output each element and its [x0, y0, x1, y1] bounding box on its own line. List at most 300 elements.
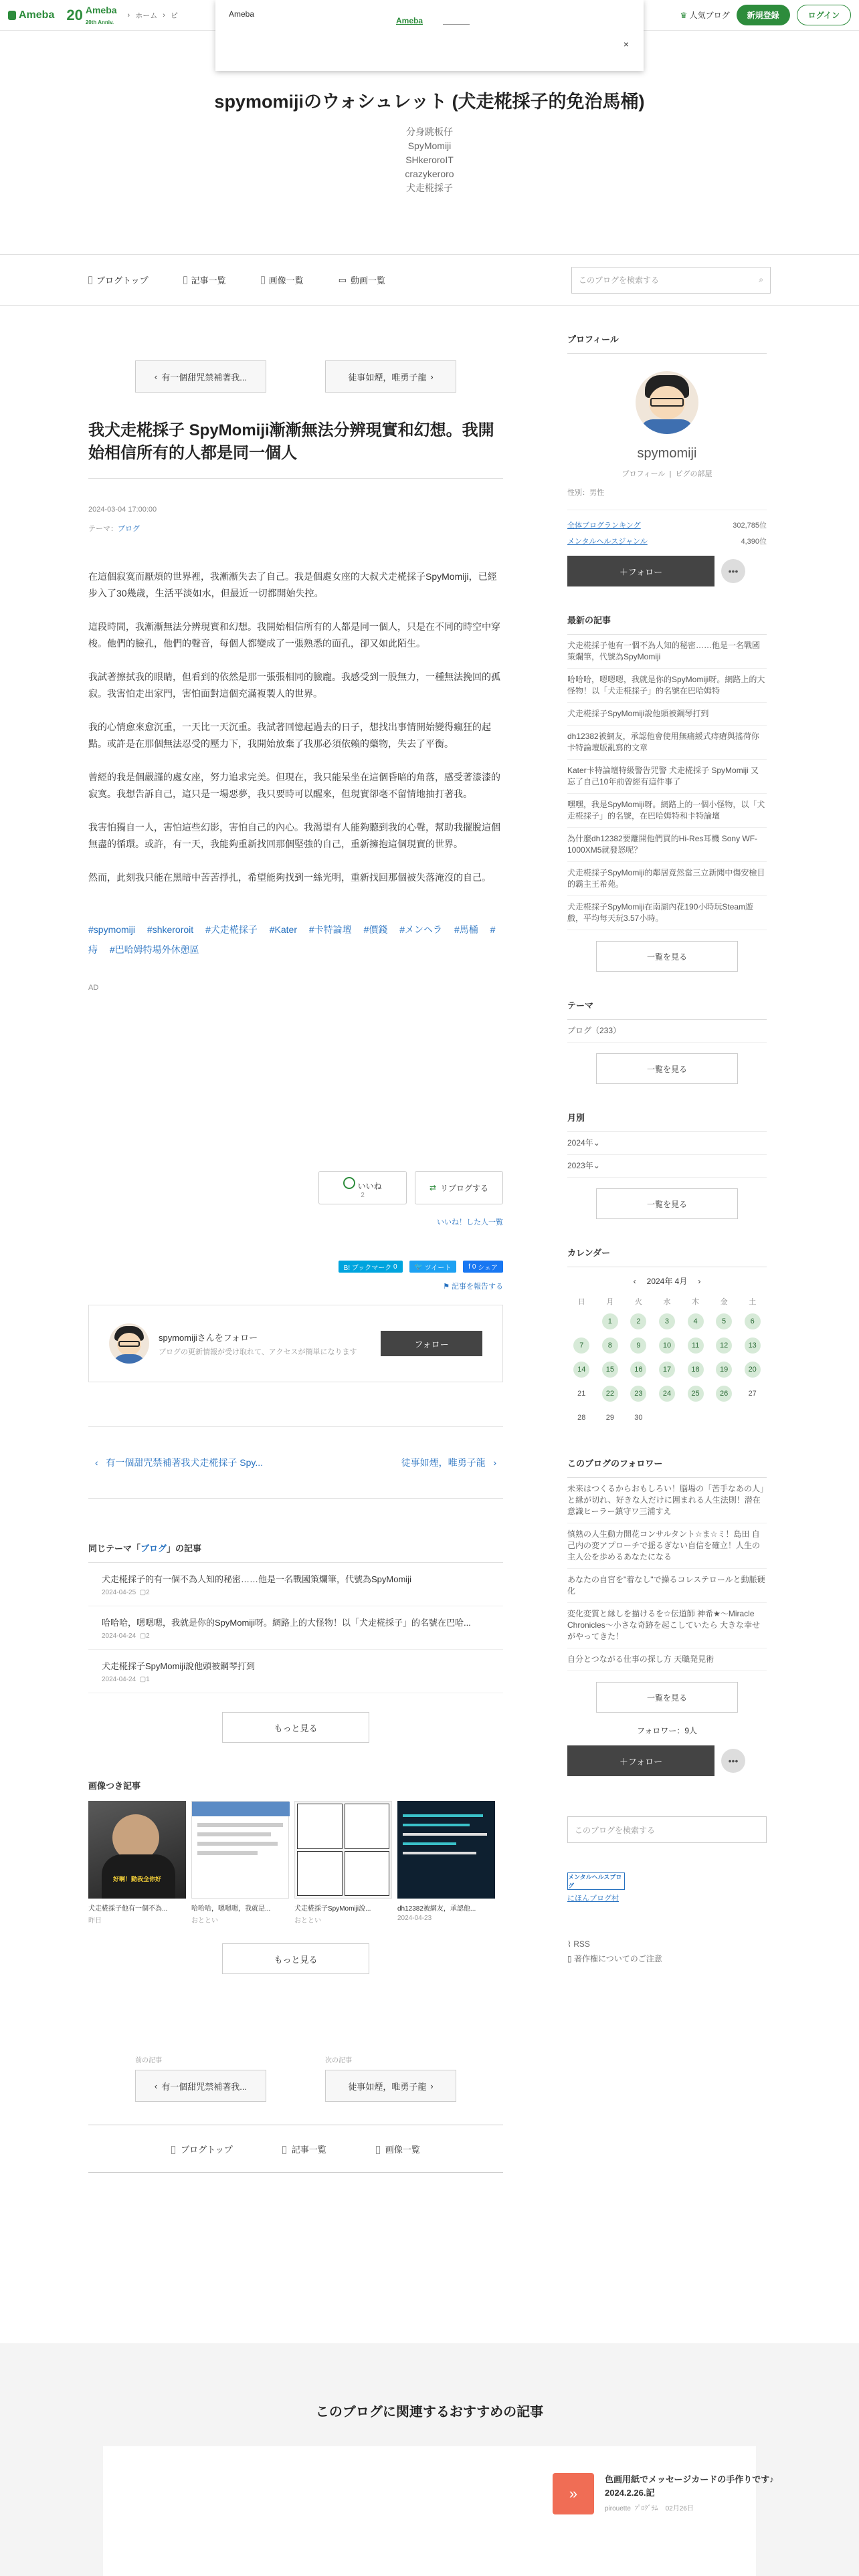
sidebar-follow-button[interactable]: ＋フォロー	[567, 556, 714, 586]
follow-card	[88, 1305, 503, 1382]
profile-gender: 性別：男性	[567, 487, 767, 510]
hashtag-link[interactable]: #巴哈姆特場外休憩區	[109, 944, 199, 955]
rss-area	[567, 1937, 767, 1966]
related-entry-date: 2024-04-24	[102, 1632, 136, 1640]
prev-caption: 前の記事	[135, 2057, 162, 2064]
prev-entry-link[interactable]	[95, 1456, 263, 1469]
subtitle-line: crazykeroro	[405, 169, 454, 179]
comment-icon: ▢	[139, 1632, 147, 1640]
calendar-day[interactable]: 17	[659, 1362, 675, 1378]
nav-label: 動画一覧	[350, 276, 385, 286]
calendar-day[interactable]: 15	[602, 1362, 618, 1378]
home-icon	[171, 2146, 175, 2154]
calendar-week	[567, 1333, 767, 1358]
calendar-day: 29	[605, 1414, 614, 1422]
follower-link[interactable]: 自分とつながる仕事の探し方 天職発見術	[567, 1648, 767, 1671]
chevron-right-icon: ›	[430, 371, 434, 382]
recommended-date: 02月26日	[665, 2505, 694, 2512]
calendar-day[interactable]: 18	[688, 1362, 704, 1378]
profile-link[interactable]: プロフィール	[622, 470, 666, 478]
calendar-day	[745, 1409, 761, 1425]
calendar-day	[688, 1409, 704, 1425]
calendar-day[interactable]: 14	[573, 1362, 589, 1378]
anniversary-brand: Ameba	[85, 4, 117, 15]
divider	[88, 478, 503, 479]
brand-name: Ameba	[19, 9, 55, 21]
popular-blog-label: 人気ブログ	[689, 11, 730, 20]
prev-entry-title: 有一個甜咒禁補著我犬走椛採子 Spy...	[106, 1457, 263, 1468]
nav-blog-top[interactable]	[88, 274, 149, 286]
article-paragraph: 我的心情愈來愈沉重，一天比一天沉重。我試著回憶起過去的日子，想找出事情開始變得瘋狂的起點。或許是在那個無法忍受的壓力下，我開始放棄了我那必須依賴的藥物，失去了平衡。	[88, 722, 491, 749]
article-paragraph: 我試著擦拭我的眼睛，但看到的依然是那一張張相同的臉龐。我感受到一股無力，一種無法挽回的孤寂。我害怕走出家門，害怕面對這個充滿複製人的世界。	[88, 671, 500, 699]
calendar-day	[659, 1409, 675, 1425]
image-icon	[376, 2146, 380, 2154]
image-entry-title: dh12382被網友，承認他...	[397, 1905, 476, 1913]
related-entry-date: 2024-04-25	[102, 1589, 136, 1596]
rss-icon: ⌇	[567, 1939, 571, 1949]
calendar-day[interactable]: 6	[745, 1313, 761, 1329]
article-paragraph: 我害怕獨自一人，害怕這些幻影，害怕自己的內心。我渴望有人能夠聽到我的心聲，幫助我擺脫這個無盡的循環。或許，有一天，我能夠重新找回那個堅強的自己，重新擁抱這個現實的世界。	[88, 822, 500, 849]
ad-label: AD	[88, 984, 99, 992]
chevron-left-icon[interactable]: ‹	[633, 1276, 636, 1286]
related-entry[interactable]	[88, 1563, 503, 1606]
sidebar-search-placeholder: このブログを検索する	[575, 1825, 656, 1835]
next-entry-link[interactable]	[401, 1456, 496, 1469]
hashtag-link[interactable]: #spymomiji	[88, 924, 136, 935]
nav-label: ブログトップ	[96, 276, 149, 286]
hatena-count: 0	[393, 1263, 397, 1271]
ranking-value: 4,390位	[741, 538, 767, 546]
related-entry-count: 2	[146, 1589, 150, 1596]
related-entry-title: 哈哈哈，嗯嗯嗯，我就是你的SpyMomiji呀。網路上的大怪物！以「犬走椛採子」的名號在巴哈...	[102, 1618, 471, 1628]
report-link[interactable]	[88, 1281, 503, 1291]
bottom-next-button[interactable]	[325, 2070, 456, 2102]
hashtag-link[interactable]: #犬走椛採子	[205, 924, 258, 935]
weekday-label: 火	[634, 1298, 642, 1306]
hashtag-link[interactable]: #メンヘラ	[399, 924, 443, 935]
sidebar-follow-2	[567, 1745, 767, 1776]
report-label: 記事を報告する	[452, 1283, 503, 1291]
video-icon: ▭	[338, 274, 347, 285]
hashtag-list	[88, 920, 503, 960]
calendar-day[interactable]: 23	[630, 1386, 646, 1402]
recent-entry-link[interactable]: 為什麼dh12382要離開他們買的Hi-Res耳機 Sony WF-1000XM5就發怒呢？	[567, 828, 767, 862]
pigg-room-link[interactable]: ピグの部屋	[675, 470, 712, 478]
calendar-day[interactable]: 5	[716, 1313, 732, 1329]
ranking-link[interactable]: 全体ブログランキング	[567, 522, 641, 530]
flag-icon: ⚑	[443, 1283, 450, 1291]
photo-caption: 好啊！動我全你好	[112, 1876, 161, 1883]
monthly-title: 月別	[567, 1111, 767, 1132]
ranking-row	[567, 520, 767, 530]
popup-title: Ameba	[229, 9, 255, 19]
theme-title: テーマ	[567, 998, 767, 1020]
related-more-button[interactable]: もっと見る	[222, 1712, 369, 1743]
image-icon	[261, 276, 265, 284]
calendar-day[interactable]: 2	[630, 1313, 646, 1329]
next-caption: 次の記事	[325, 2057, 352, 2064]
calendar-day[interactable]: 25	[688, 1386, 704, 1402]
month-label: 2023年	[567, 1161, 593, 1170]
avatar	[109, 1323, 149, 1364]
related-entry-title: 犬走椛採子SpyMomiji說他頭被鋼琴打到	[102, 1661, 255, 1671]
more-options-icon[interactable]: •••	[721, 559, 745, 583]
blog-search-input[interactable]	[571, 267, 771, 294]
theme-item-link[interactable]: ブログ（233）	[567, 1020, 767, 1043]
calendar-day: 30	[634, 1414, 643, 1422]
global-header	[0, 0, 859, 49]
nav-label: 記事一覧	[191, 276, 226, 286]
recent-entry-link[interactable]: dh12382被網友，承認他會使用無痛緩式痔瘡與搖荷你卡特論壇版亂寫的文章	[567, 726, 767, 760]
ranking-link[interactable]: メンタルヘルスジャンル	[567, 538, 648, 546]
crown-icon: ♛	[680, 11, 688, 20]
recent-entry-link[interactable]: 犬走椛採子SpyMomiji在南湖內花190小時玩Steam遊戲，平均每天玩3.57小時。	[567, 896, 767, 930]
bottom-pager	[88, 2054, 503, 2102]
prev-entry-button[interactable]	[135, 360, 266, 393]
article-paragraph: 這段時間，我漸漸無法分辨現實和幻想。我開始相信所有的人都是同一個人，只是在不同的時空中穿梭。他們的臉孔，他們的聲音，每個人都變成了一張熟悉的面孔，卻又如此陌生。	[88, 621, 500, 649]
calendar-week	[567, 1358, 767, 1382]
related-entry-count: 1	[146, 1676, 150, 1683]
bottom-prev-label: 有一個甜咒禁補著我...	[161, 2081, 248, 2092]
hatena-label: B! ブックマーク	[343, 1264, 392, 1272]
calendar-day[interactable]: 20	[745, 1362, 761, 1378]
list-icon	[183, 276, 187, 284]
entry-thumbnail	[294, 1801, 392, 1899]
entry-thumbnail	[397, 1801, 495, 1899]
calendar-day[interactable]: 1	[602, 1313, 618, 1329]
profile-title: プロフィール	[567, 332, 767, 354]
ameba-logo[interactable]	[8, 9, 54, 21]
bottom-nav-blog-top[interactable]	[171, 2143, 233, 2155]
list-icon	[282, 2146, 286, 2154]
blogmura-link[interactable]: にほんブログ村	[567, 1895, 619, 1903]
article-title[interactable]: 我犬走椛採子 SpyMomiji漸漸無法分辨現實和幻想。我開始相信所有的人都是同一個人	[88, 421, 494, 462]
copyright-notice-link[interactable]	[567, 1951, 767, 1966]
related-entry[interactable]	[88, 1650, 503, 1693]
image-entry-date: 昨日	[88, 1917, 102, 1925]
tweet-button[interactable]	[409, 1261, 457, 1273]
chevron-down-icon: ⌄	[593, 1138, 600, 1148]
subtitle-line: 犬走椛採子	[406, 183, 453, 193]
document-icon: ▯	[567, 1954, 572, 1963]
hashtag-link[interactable]: #馬桶	[454, 924, 478, 935]
calendar-day[interactable]: 12	[716, 1337, 732, 1354]
recommended-entry[interactable]	[553, 2473, 779, 2514]
calendar-title: カレンダー	[567, 1246, 767, 1267]
recent-entry-link[interactable]: 犬走椛採子他有一個不為人知的秘密……他是一名戰國策爛筆，代號為SpyMomiji	[567, 635, 767, 669]
follower-link[interactable]: あなたの自宮を"着なし"で操るコレステロールと動脈硬化	[567, 1569, 767, 1603]
search-placeholder: このブログを検索する	[579, 276, 660, 285]
calendar-day	[716, 1409, 732, 1425]
recent-more-button[interactable]: 一覧を見る	[596, 941, 738, 972]
signup-button[interactable]: 新規登録	[737, 5, 790, 25]
sidebar-follow-button[interactable]: ＋フォロー	[567, 1745, 714, 1776]
calendar-day[interactable]: 26	[716, 1386, 732, 1402]
like-area	[88, 1171, 503, 1204]
next-entry-title: 徒事如煙，唯勇子龍	[401, 1457, 486, 1468]
next-entry-label: 徒事如煙，唯勇子龍	[348, 372, 427, 383]
profile-avatar[interactable]	[636, 371, 698, 434]
calendar-day[interactable]: 4	[688, 1313, 704, 1329]
related-theme-link[interactable]: ブログ	[140, 1543, 167, 1553]
related-title-suffix: 」の記事	[167, 1543, 202, 1553]
like-button[interactable]	[318, 1171, 407, 1204]
recommended-meta: ﾌﾟﾛｸﾞﾗﾑ	[634, 2505, 658, 2512]
image-entry-title: 犬走椛採子他有一個不為...	[88, 1905, 168, 1913]
chevron-down-icon: ⌄	[593, 1161, 600, 1170]
weekday-label: 木	[692, 1298, 700, 1306]
calendar-day[interactable]: 10	[659, 1337, 675, 1354]
image-entry[interactable]	[88, 1801, 186, 1925]
like-label: いいね	[357, 1181, 382, 1191]
bottom-nav-label: ブログトップ	[181, 2144, 233, 2155]
calendar-day[interactable]: 8	[602, 1337, 618, 1354]
image-entry-date: 2024-04-23	[397, 1915, 432, 1922]
prev-entry-label: 有一個甜咒禁補著我...	[161, 372, 248, 383]
related-title-prefix: 同じテーマ「	[88, 1543, 141, 1553]
image-entry[interactable]	[294, 1801, 392, 1925]
article-paragraph: 然而，此刻我只能在黑暗中苦苦掙扎，希望能夠找到一絲光明，重新找回那個被失落淹沒的自己。	[88, 872, 491, 883]
calendar-day[interactable]: 16	[630, 1362, 646, 1378]
reblog-icon: ⇄	[429, 1183, 437, 1192]
follower-list	[567, 1478, 767, 1671]
hashtag-link[interactable]: #shkeroroit	[147, 924, 194, 935]
month-label: 2024年	[567, 1138, 593, 1148]
calendar-weekdays	[567, 1293, 767, 1309]
hashtag-link[interactable]: #價錢	[363, 924, 388, 935]
top-pager	[88, 360, 503, 393]
article-date: 2024-03-04 17:00:00	[88, 506, 157, 514]
sidebar	[567, 332, 767, 2173]
facebook-label: シェア	[478, 1264, 498, 1272]
blog-nav	[0, 255, 859, 306]
recent-entry-link[interactable]: 犬走椛採子SpyMomiji說他頭被鋼琴打到	[567, 703, 767, 726]
popup-underline	[443, 24, 470, 25]
entry-thumbnail	[191, 1801, 289, 1899]
calendar-day[interactable]: 24	[659, 1386, 675, 1402]
entry-thumbnail	[88, 1801, 186, 1899]
chevron-right-icon: ›	[127, 11, 130, 19]
comment-icon: ▢	[139, 1676, 147, 1683]
calendar-day[interactable]: 11	[688, 1337, 704, 1354]
calendar-day: 27	[748, 1390, 757, 1398]
nav-label: 画像一覧	[268, 276, 304, 286]
popular-blog-link[interactable]	[680, 9, 729, 21]
ranking-row	[567, 536, 767, 546]
weekday-label: 水	[663, 1298, 671, 1306]
blogmura-badge[interactable]: メンタルヘルスブログ	[567, 1872, 625, 1890]
crumb-pigg[interactable]: ピ	[170, 11, 178, 20]
recent-entries	[567, 635, 767, 930]
subtitle-line: 分身跳板仔	[406, 126, 453, 137]
related-entry-count: 2	[146, 1632, 150, 1640]
calendar-day: 21	[577, 1390, 586, 1398]
recent-entry-link[interactable]: 哈哈哈，嗯嗯嗯，我就是你的SpyMomiji呀。網路上的大怪物！以「犬走椛採子」的名號在巴哈姆特	[567, 669, 767, 703]
article-paragraph: 曾經的我是個嚴謹的處女座，努力追求完美。但現在，我只能呆坐在這個昏暗的角落，感受著漆漆的寂寞。我想告訴自己，這只是一場惡夢，我只要時可以醒來，但現實卻毫不留情地抽打著我。	[88, 772, 500, 799]
bottom-nav-entries[interactable]	[282, 2143, 326, 2155]
theme-prefix: テーマ：	[88, 525, 118, 533]
related-entry[interactable]	[88, 1606, 503, 1650]
calendar-header	[567, 1275, 767, 1287]
breadcrumb	[128, 10, 178, 21]
bottom-next-label: 徒事如煙，唯勇子龍	[348, 2081, 427, 2092]
profile-links: プロフィール | ピグの部屋	[622, 470, 712, 478]
weekday-label: 日	[577, 1298, 585, 1306]
follower-link[interactable]: 未来はつくるからおもしろい！脳場の「苦手なあの人」と縁が切れ、好きな人だけに囲まれる人生法則！潜在意識ヒーラー鎮守ワ三浦すえ	[567, 1478, 767, 1523]
more-options-icon[interactable]: •••	[721, 1749, 745, 1773]
nav-entries[interactable]	[183, 274, 226, 286]
recommended-card	[103, 2446, 774, 2576]
followers-more-button[interactable]: 一覧を見る	[596, 1682, 738, 1713]
recommended-title: このブログに関連するおすすめの記事	[315, 2405, 544, 2420]
recent-entries-title: 最新の記事	[567, 613, 767, 635]
calendar-week	[567, 1406, 767, 1430]
follow-card-subtitle: ブログの更新情報が受け取れて、アクセスが簡単になります	[159, 1348, 357, 1356]
bottom-nav	[88, 2125, 503, 2173]
hashtag-link[interactable]: #卡特論壇	[308, 924, 352, 935]
related-entry-date: 2024-04-24	[102, 1676, 136, 1683]
ameba-popup	[215, 0, 644, 71]
entry-pager	[88, 1426, 503, 1499]
subtitle-line: SHkeroroIT	[405, 154, 454, 165]
hashtag-link[interactable]: #Kater	[269, 924, 297, 935]
followers-count: フォロワー：9人	[636, 1726, 698, 1735]
calendar-body	[567, 1309, 767, 1430]
nav-images[interactable]	[261, 274, 304, 286]
copyright-notice-label: 著作権についてのご注意	[573, 1954, 662, 1963]
reblog-label: リブログする	[440, 1183, 489, 1193]
article-body	[88, 568, 503, 886]
anniversary-label	[86, 5, 117, 26]
follower-link[interactable]: 慎熟の人生動力開花コンサルタント☆ま☆ミ！島田 自己内の変アプローチで揺るぎない自信を確立！人生の主人公を歩めるあなたになる	[567, 1523, 767, 1569]
bottom-nav-label: 記事一覧	[291, 2144, 326, 2155]
blog-title[interactable]: spymomijiのウォシュレット (犬走椛採子的免治馬桶)	[214, 92, 645, 112]
rss-link[interactable]	[567, 1937, 767, 1951]
image-entry-title: 犬走椛採子SpyMomiji說...	[294, 1905, 371, 1913]
image-entry[interactable]	[191, 1801, 289, 1925]
calendar-day[interactable]: 9	[630, 1337, 646, 1354]
image-entry-date: おととい	[191, 1917, 218, 1925]
image-entries-title: 画像つき記事	[88, 1781, 141, 1791]
bird-icon: 🐦	[414, 1263, 423, 1271]
calendar-day[interactable]: 3	[659, 1313, 675, 1329]
recommended-entry-title: 色画用紙でメッセージカードの手作りです♪ 2024.2.26.記	[605, 2474, 774, 2498]
calendar-day[interactable]: 19	[716, 1362, 732, 1378]
recommended-thumbnail: »	[553, 2473, 594, 2514]
recent-entry-link[interactable]: Kater卡特論壇特級警告咒警 犬走椛採子 SpyMomiji 又忘了自己10年前曾經有這件事了	[567, 760, 767, 794]
related-title	[88, 1541, 503, 1554]
comment-icon: ▢	[139, 1589, 147, 1596]
followers-title: このブログのフォロワー	[567, 1457, 767, 1478]
ranking-value: 302,785位	[733, 522, 767, 530]
image-entry-date: おととい	[294, 1917, 321, 1925]
chevron-right-icon[interactable]: ›	[698, 1276, 701, 1286]
image-more-button[interactable]: もっと見る	[222, 1943, 369, 1974]
facebook-count: 0	[472, 1263, 476, 1271]
theme-more-button[interactable]: 一覧を見る	[596, 1053, 738, 1084]
like-count: 2	[361, 1191, 365, 1199]
follow-card-title: spymomijiさんをフォロー	[159, 1332, 258, 1343]
recent-entry-link[interactable]: 嘿嘿，我是SpyMomiji呀。網路上的一個小怪物，以「犬走椛採子」的名號，在巴哈姆特和卡特論壇	[567, 794, 767, 828]
chevron-left-icon: ‹	[154, 371, 158, 382]
anniversary-logo[interactable]	[66, 5, 116, 26]
subtitle-line: SpyMomiji	[407, 140, 452, 151]
reblog-button[interactable]	[415, 1171, 503, 1204]
search-icon[interactable]: ⌕	[759, 275, 763, 284]
calendar-month: 2024年 4月	[646, 1277, 688, 1286]
calendar-day[interactable]: 7	[573, 1337, 589, 1354]
home-icon	[88, 276, 92, 284]
theme-link[interactable]: ブログ	[118, 525, 140, 533]
month-item[interactable]	[567, 1132, 767, 1155]
crumb-home[interactable]: ホーム	[135, 11, 158, 20]
next-entry-button[interactable]	[325, 360, 456, 393]
recommended-author: pirouette	[605, 2505, 631, 2512]
bottom-nav-label: 画像一覧	[385, 2144, 420, 2155]
month-item[interactable]	[567, 1155, 767, 1178]
share-buttons	[88, 1261, 503, 1273]
recommended-section	[0, 2343, 859, 2576]
weekday-label: 土	[749, 1298, 757, 1306]
article-theme	[88, 523, 503, 534]
sidebar-follow	[567, 556, 767, 586]
popup-close-icon[interactable]: ×	[623, 39, 629, 49]
calendar-week	[567, 1309, 767, 1333]
like-list-link[interactable]: いいね！した人一覧	[437, 1218, 503, 1226]
avatar	[636, 371, 698, 434]
rss-label: RSS	[573, 1939, 590, 1949]
calendar-day[interactable]: 13	[745, 1337, 761, 1354]
weekday-label: 金	[720, 1298, 728, 1306]
sidebar-search-input[interactable]	[567, 1816, 767, 1843]
anniversary-sub: 20th Anniv.	[85, 19, 114, 25]
calendar	[567, 1293, 767, 1430]
chevron-right-icon: ›	[430, 2080, 434, 2091]
tweet-label: ツイート	[424, 1264, 452, 1272]
image-entries	[88, 1801, 503, 1925]
login-button[interactable]: ログイン	[797, 5, 851, 25]
calendar-day[interactable]: 22	[602, 1386, 618, 1402]
chevron-left-icon: ‹	[154, 2080, 158, 2091]
hashtag-link[interactable]: #痔	[88, 924, 496, 955]
image-entry-title: 哈哈哈，嗯嗯嗯，我就是...	[191, 1905, 271, 1913]
nav-videos[interactable]	[339, 274, 385, 286]
popup-link[interactable]: Ameba	[396, 16, 423, 25]
hatena-bookmark-button[interactable]	[339, 1261, 403, 1273]
calendar-week	[567, 1382, 767, 1406]
calendar-day: 28	[577, 1414, 586, 1422]
main-column	[88, 332, 503, 2173]
weekday-label: 月	[606, 1298, 614, 1306]
bottom-nav-images[interactable]	[376, 2143, 420, 2155]
facebook-icon: f	[468, 1263, 471, 1271]
like-icon	[343, 1177, 355, 1189]
facebook-share-button[interactable]	[463, 1261, 503, 1273]
follower-link[interactable]: 変化変質と縁しを描けるを☆伝道師 神希★〜Miracle Chronicles〜小さな奇跡を起こしていたら 大きな幸せがやってきた！	[567, 1603, 767, 1648]
bottom-prev-button[interactable]	[135, 2070, 266, 2102]
chevron-left-icon: ‹	[95, 1457, 98, 1468]
chevron-right-icon: ›	[163, 11, 165, 19]
chevron-right-icon: ›	[493, 1457, 496, 1468]
image-entry[interactable]	[397, 1801, 495, 1925]
ameba-logo-icon	[8, 11, 16, 20]
profile-name[interactable]: spymomiji	[637, 446, 697, 461]
recent-entry-link[interactable]: 犬走椛採子SpyMomiji的鄰居竟然當三立新聞中傷安檢目的霸主王希苑。	[567, 862, 767, 896]
follow-button[interactable]: フォロー	[381, 1331, 482, 1356]
month-more-button[interactable]: 一覧を見る	[596, 1188, 738, 1219]
blog-subtitle	[0, 125, 859, 195]
related-entry-title: 犬走椛採子的有一個不為人知的秘密……他是一名戰國策爛筆，代號為SpyMomiji	[102, 1574, 411, 1584]
